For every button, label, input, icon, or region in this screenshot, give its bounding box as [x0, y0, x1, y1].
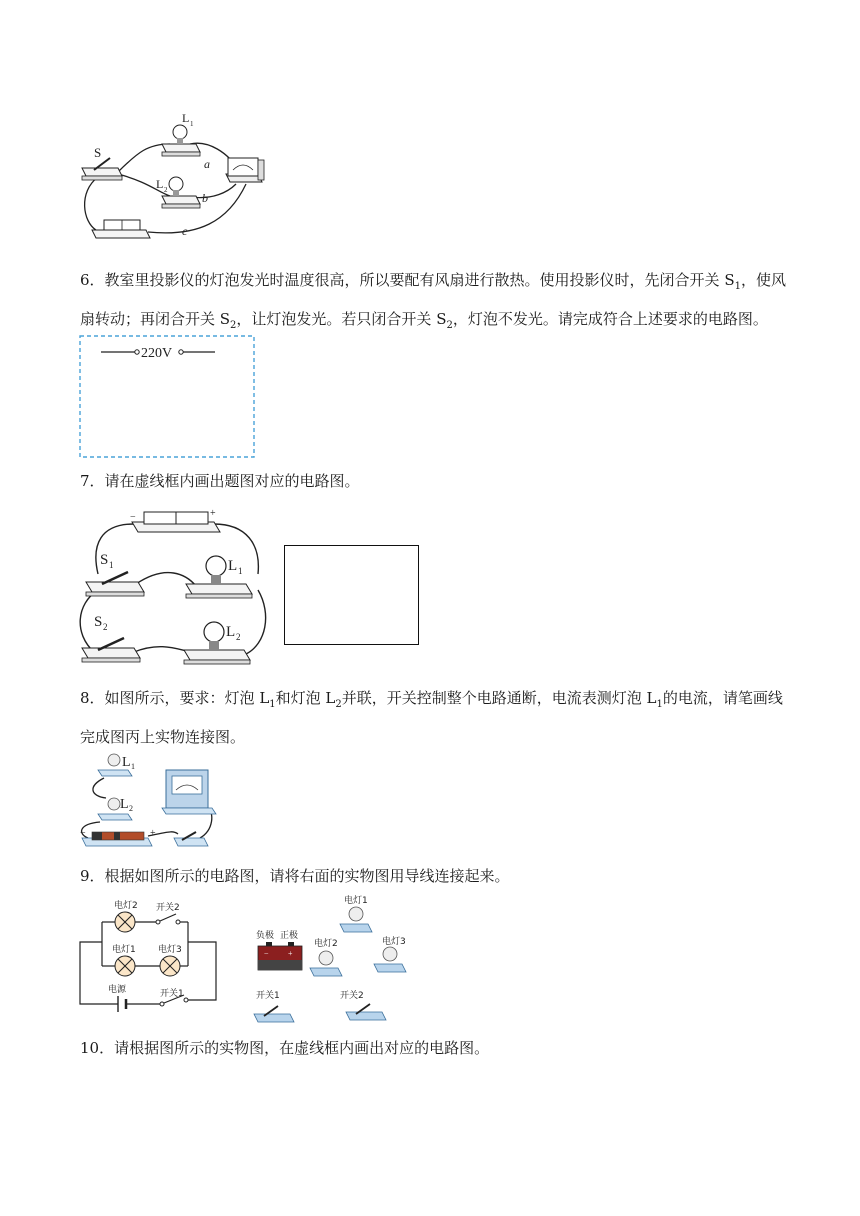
question-8-text-4: 的电流，请笔画线完成图丙上实物连接图。: [80, 689, 783, 746]
q9-schematic: [78, 896, 220, 1016]
label-lamp2: 电灯2: [114, 901, 138, 911]
label-neg: 负极: [256, 931, 275, 941]
q8-sub-3: 1: [656, 699, 663, 710]
label-l1: L: [182, 112, 190, 125]
q6-sub-3: 2: [446, 320, 453, 331]
battery-minus: −: [130, 512, 136, 523]
q8-sub-2: 2: [335, 699, 342, 710]
question-6: [80, 264, 790, 342]
question-7: [80, 465, 790, 497]
lamp3-symbol: [160, 956, 180, 976]
voltage-label: 220V: [141, 346, 173, 361]
question-6-text-4: ，灯泡不发光。请完成符合上述要求的电路图。: [452, 310, 768, 328]
q7-circuit-figure: [76, 504, 272, 666]
question-8-number: 8: [80, 689, 90, 707]
battery-plus: +: [150, 828, 156, 839]
label-lamp3: 电灯3: [158, 945, 182, 955]
lamp1-component: [340, 907, 372, 932]
label-l1-sub: 1: [190, 120, 194, 128]
label-a: a: [204, 157, 210, 171]
q9-physical-components: [250, 894, 418, 1026]
label-switch1: 开关1: [160, 989, 184, 999]
label-l2-sub: 2: [236, 632, 241, 642]
svg-text:−: −: [264, 949, 269, 958]
question-8-text-2: 和灯泡 L: [275, 689, 336, 707]
label-l1-sub: 1: [131, 762, 135, 771]
label-s1-sub: 1: [109, 560, 114, 570]
label-phys-switch2: 开关2: [340, 991, 364, 1001]
lamp3-component: [374, 947, 406, 972]
q8-sub-1: 1: [269, 699, 276, 710]
switch1-component: [254, 1006, 294, 1022]
label-l2: L: [156, 177, 164, 191]
battery-plus: +: [210, 508, 216, 519]
label-phys-lamp3: 电灯3: [382, 937, 406, 947]
q8-circuit-figure: [78, 752, 218, 852]
question-9: [80, 860, 790, 892]
q6-sub-1: 1: [734, 281, 741, 292]
question-8-text-1: ．如图所示，要求：灯泡 L: [89, 689, 270, 707]
question-9-text: ．根据如图所示的电路图，请将右面的实物图用导线连接起来。: [89, 867, 510, 885]
label-c: c: [182, 224, 188, 238]
lamp2-component: [310, 951, 342, 976]
question-10-text: ．请根据图所示的实物图，在虚线框内画出对应的电路图。: [99, 1039, 490, 1057]
svg-text:+: +: [288, 949, 293, 958]
question-9-number: 9: [80, 867, 90, 885]
question-6-text-1: ．教室里投影仪的灯泡发光时温度很高，所以要配有风扇进行散热。使用投影仪时，先闭合开关 S: [89, 271, 735, 289]
label-l2: L: [226, 624, 236, 640]
label-l1: L: [122, 755, 131, 770]
label-l2: L: [120, 797, 129, 812]
q7-answer-box[interactable]: [284, 545, 419, 645]
question-8: [80, 682, 790, 753]
question-10: [80, 1032, 790, 1064]
label-l1-sub: 1: [238, 566, 243, 576]
question-6-text-3: ，让灯泡发光。若只闭合开关 S: [236, 310, 447, 328]
lamp1-symbol: [115, 956, 135, 976]
question-7-text: ．请在虚线框内画出题图对应的电路图。: [89, 472, 360, 490]
label-s2-sub: 2: [103, 622, 108, 632]
q6-sub-2: 2: [230, 320, 237, 331]
question-6-number: 6: [80, 271, 90, 289]
label-l2-sub: 2: [164, 186, 168, 194]
label-s2: S: [94, 614, 103, 630]
q6-answer-box[interactable]: [79, 335, 256, 459]
q5-circuit-figure: [78, 112, 278, 247]
label-l1: L: [228, 558, 238, 574]
question-7-number: 7: [80, 472, 90, 490]
label-phys-lamp2: 电灯2: [314, 939, 338, 949]
label-lamp1: 电灯1: [112, 945, 136, 955]
label-l2-sub: 2: [129, 804, 133, 813]
label-pos: 正极: [280, 931, 299, 941]
question-8-text-3: 并联，开关控制整个电路通断，电流表测灯泡 L: [341, 689, 657, 707]
label-source: 电源: [108, 985, 127, 995]
question-10-number: 10: [80, 1039, 100, 1057]
battery-component: [258, 942, 302, 970]
lamp2-symbol: [115, 912, 135, 932]
label-b: b: [202, 191, 208, 205]
question-6-text-2: ，使风扇转动；再闭合开关 S: [80, 271, 786, 328]
label-switch2: 开关2: [156, 903, 180, 913]
switch2-component: [346, 1004, 386, 1020]
label-phys-switch1: 开关1: [256, 991, 280, 1001]
label-s1: S: [100, 552, 109, 568]
label-phys-lamp1: 电灯1: [344, 896, 368, 906]
label-s: S: [94, 145, 102, 160]
battery-minus: −: [80, 828, 86, 839]
